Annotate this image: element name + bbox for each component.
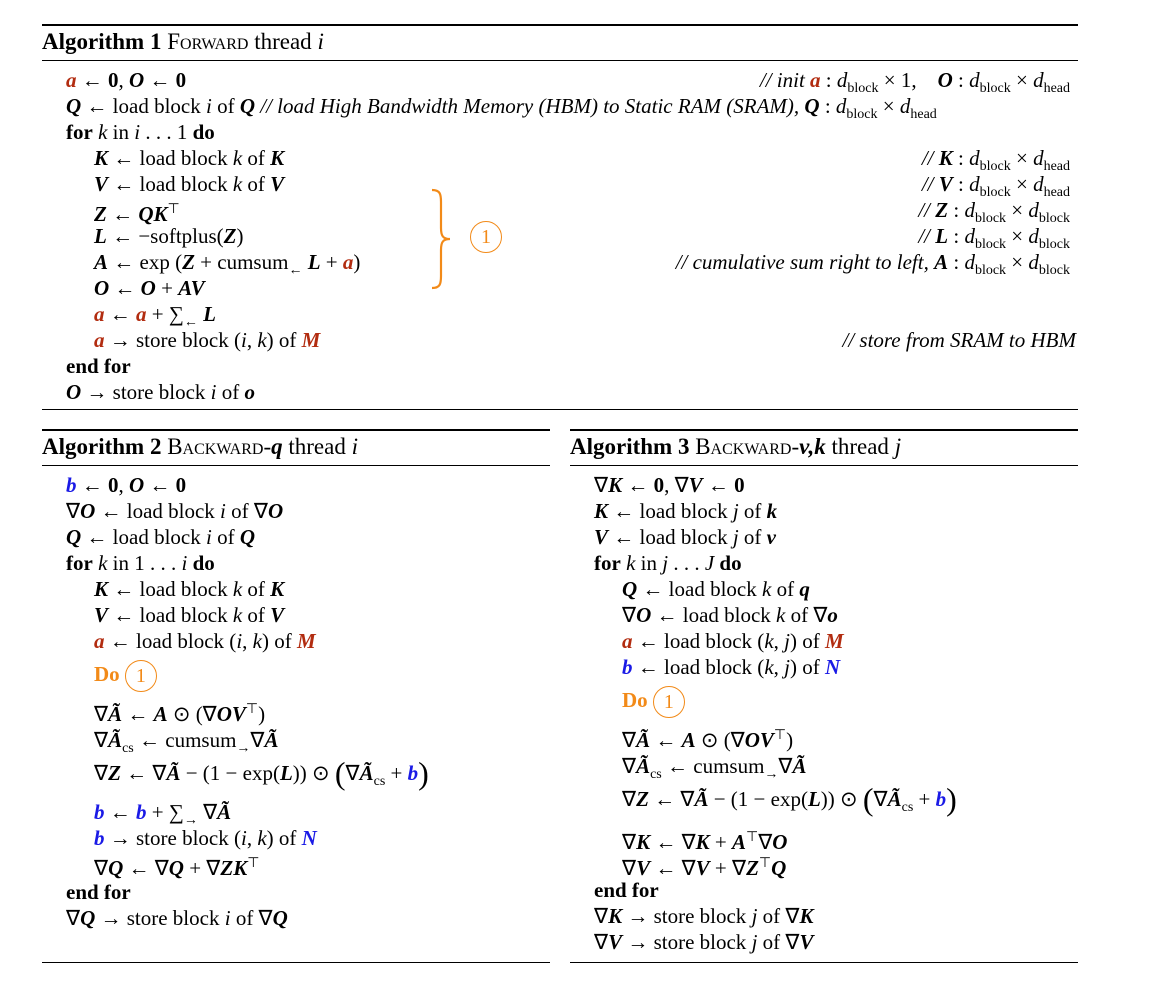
algo3-line-11: $\nabla Ã_{cs}$ ← cumsum$_\to$∇Ã — [622, 754, 807, 783]
algo1-comment-6: // Z : $d_{block} \times d_{block}$ — [918, 198, 1070, 227]
algo2-line-7: a ← load block (i, k) of M — [94, 629, 316, 653]
algo2-bottom-rule — [42, 962, 550, 963]
algo3-line-3: V ← load block j of v — [594, 525, 776, 549]
algo1-comment-1: // init a : $d_{block} \times 1$, O : $d_{block} \times d_{head}$ — [759, 68, 1070, 97]
algo1-comment-8: // cumulative sum right to left, A : $d_{block} \times d_{block}$ — [675, 250, 1070, 279]
algo3-line-5: Q ← load block k of q — [622, 577, 810, 601]
algo2-line-6: V ← load block k of V — [94, 603, 285, 627]
algo3-top-rule — [570, 429, 1078, 431]
algo2-line-10: $\nabla Ã_{cs}$ ← cumsum$_\to$∇Ã — [94, 728, 279, 757]
algo3-line-10: ∇Ã ← A ⊙ (∇OV⊤) — [622, 728, 794, 752]
algo2-line-15: end for — [66, 880, 131, 904]
step-1-marker: 1 — [125, 660, 157, 692]
algo1-comment-5: // V : $d_{block} \times d_{head}$ — [921, 172, 1070, 201]
algo1-line-3: for k in i . . . 1 do — [66, 120, 215, 144]
algo2-line-11: ∇Z ← ∇Ã − (1 − exp(L)) ⊙ $(\nabla Ã_{cs} + b)$ — [94, 755, 429, 791]
algo3-title-rule — [570, 465, 1078, 466]
algo1-line-13: O → store block i of o — [66, 380, 255, 404]
algo3-line-6: ∇O ← load block k of ∇o — [622, 603, 838, 627]
algo3-title: Algorithm 3 Backward-v,k thread j — [570, 434, 902, 459]
algo1-comment-11: // store from SRAM to HBM — [842, 328, 1076, 352]
algo3-line-15: end for — [594, 878, 659, 902]
algo1-title-rule — [42, 60, 1078, 61]
algo2-line-16: ∇Q → store block i of ∇Q — [66, 906, 288, 930]
algo1-line-12: end for — [66, 354, 131, 378]
algo3-line-13: ∇K ← ∇K + A⊤∇O — [622, 830, 788, 854]
brace-bracket — [428, 188, 458, 290]
algo2-line-9: ∇Ã ← A ⊙ (∇OV⊤) — [94, 702, 266, 726]
algo3-line-4: for k in j . . . J do — [594, 551, 742, 575]
algo3-line-16: ∇K → store block j of ∇K — [594, 904, 814, 928]
algo3-line-9: Do 1 — [622, 686, 685, 718]
algo1-title: Algorithm 1 Forward thread i — [42, 29, 324, 54]
algo3-bottom-rule — [570, 962, 1078, 963]
algo3-line-17: ∇V → store block j of ∇V — [594, 930, 814, 954]
algo1-line-10: a ← $a + \sum_\leftarrow$ L — [94, 302, 216, 331]
step-1-marker: 1 — [470, 221, 502, 253]
algo3-line-1: ∇K ← 0, ∇V ← 0 — [594, 473, 745, 497]
algo1-bottom-rule — [42, 409, 1078, 410]
step-1-marker: 1 — [653, 686, 685, 718]
algo1-line-8: A ← exp (Z + cumsum$_\leftarrow$ L + a) — [94, 250, 361, 279]
algo2-line-1: b ← 0, O ← 0 — [66, 473, 187, 497]
algo3-line-12: ∇Z ← ∇Ã − (1 − exp(L)) ⊙ $(\nabla Ã_{cs} + b)$ — [622, 781, 957, 817]
algo1-line-9: O ← O + AV — [94, 276, 205, 300]
algo1-line-4: K ← load block k of K — [94, 146, 285, 170]
algo2-line-12: b ← $b + \sum_\to$ ∇Ã — [94, 800, 232, 829]
algo2-line-13: b → store block (i, k) of N — [94, 826, 317, 850]
algo1-line-5: V ← load block k of V — [94, 172, 285, 196]
algo1-line-1: a ← 0, O ← 0 — [66, 68, 187, 92]
algo3-line-7: a ← load block (k, j) of M — [622, 629, 844, 653]
algo3-line-8: b ← load block (k, j) of N — [622, 655, 841, 679]
algo2-line-8: Do 1 — [94, 660, 157, 692]
algo2-line-14: ∇Q ← ∇Q + ∇ZK⊤ — [94, 856, 260, 880]
algo3-line-2: K ← load block j of k — [594, 499, 778, 523]
algo2-line-4: for k in 1 . . . i do — [66, 551, 215, 575]
algo1-line-6: Z ← QK⊤ — [94, 202, 180, 226]
algo2-line-3: Q ← load block i of Q — [66, 525, 255, 549]
algo2-top-rule — [42, 429, 550, 431]
algo2-line-2: ∇O ← load block i of ∇O — [66, 499, 284, 523]
algo2-title-rule — [42, 465, 550, 466]
algo1-line-2: Q ← load block i of Q // load High Bandwidth Memory (HBM) to Static RAM (SRAM), Q : $d_{block} \times d_{head}$ — [66, 94, 937, 123]
algo2-line-5: K ← load block k of K — [94, 577, 285, 601]
algo2-title: Algorithm 2 Backward-q thread i — [42, 434, 358, 459]
algo1-comment-7: // L : $d_{block} \times d_{block}$ — [918, 224, 1070, 253]
algo1-comment-4: // K : $d_{block} \times d_{head}$ — [921, 146, 1070, 175]
algo1-top-rule — [42, 24, 1078, 26]
algo1-line-7: L ← −softplus(Z) — [94, 224, 244, 248]
algo1-line-11: a → store block (i, k) of M — [94, 328, 321, 352]
algo3-line-14: ∇V ← ∇V + ∇Z⊤Q — [622, 856, 787, 880]
